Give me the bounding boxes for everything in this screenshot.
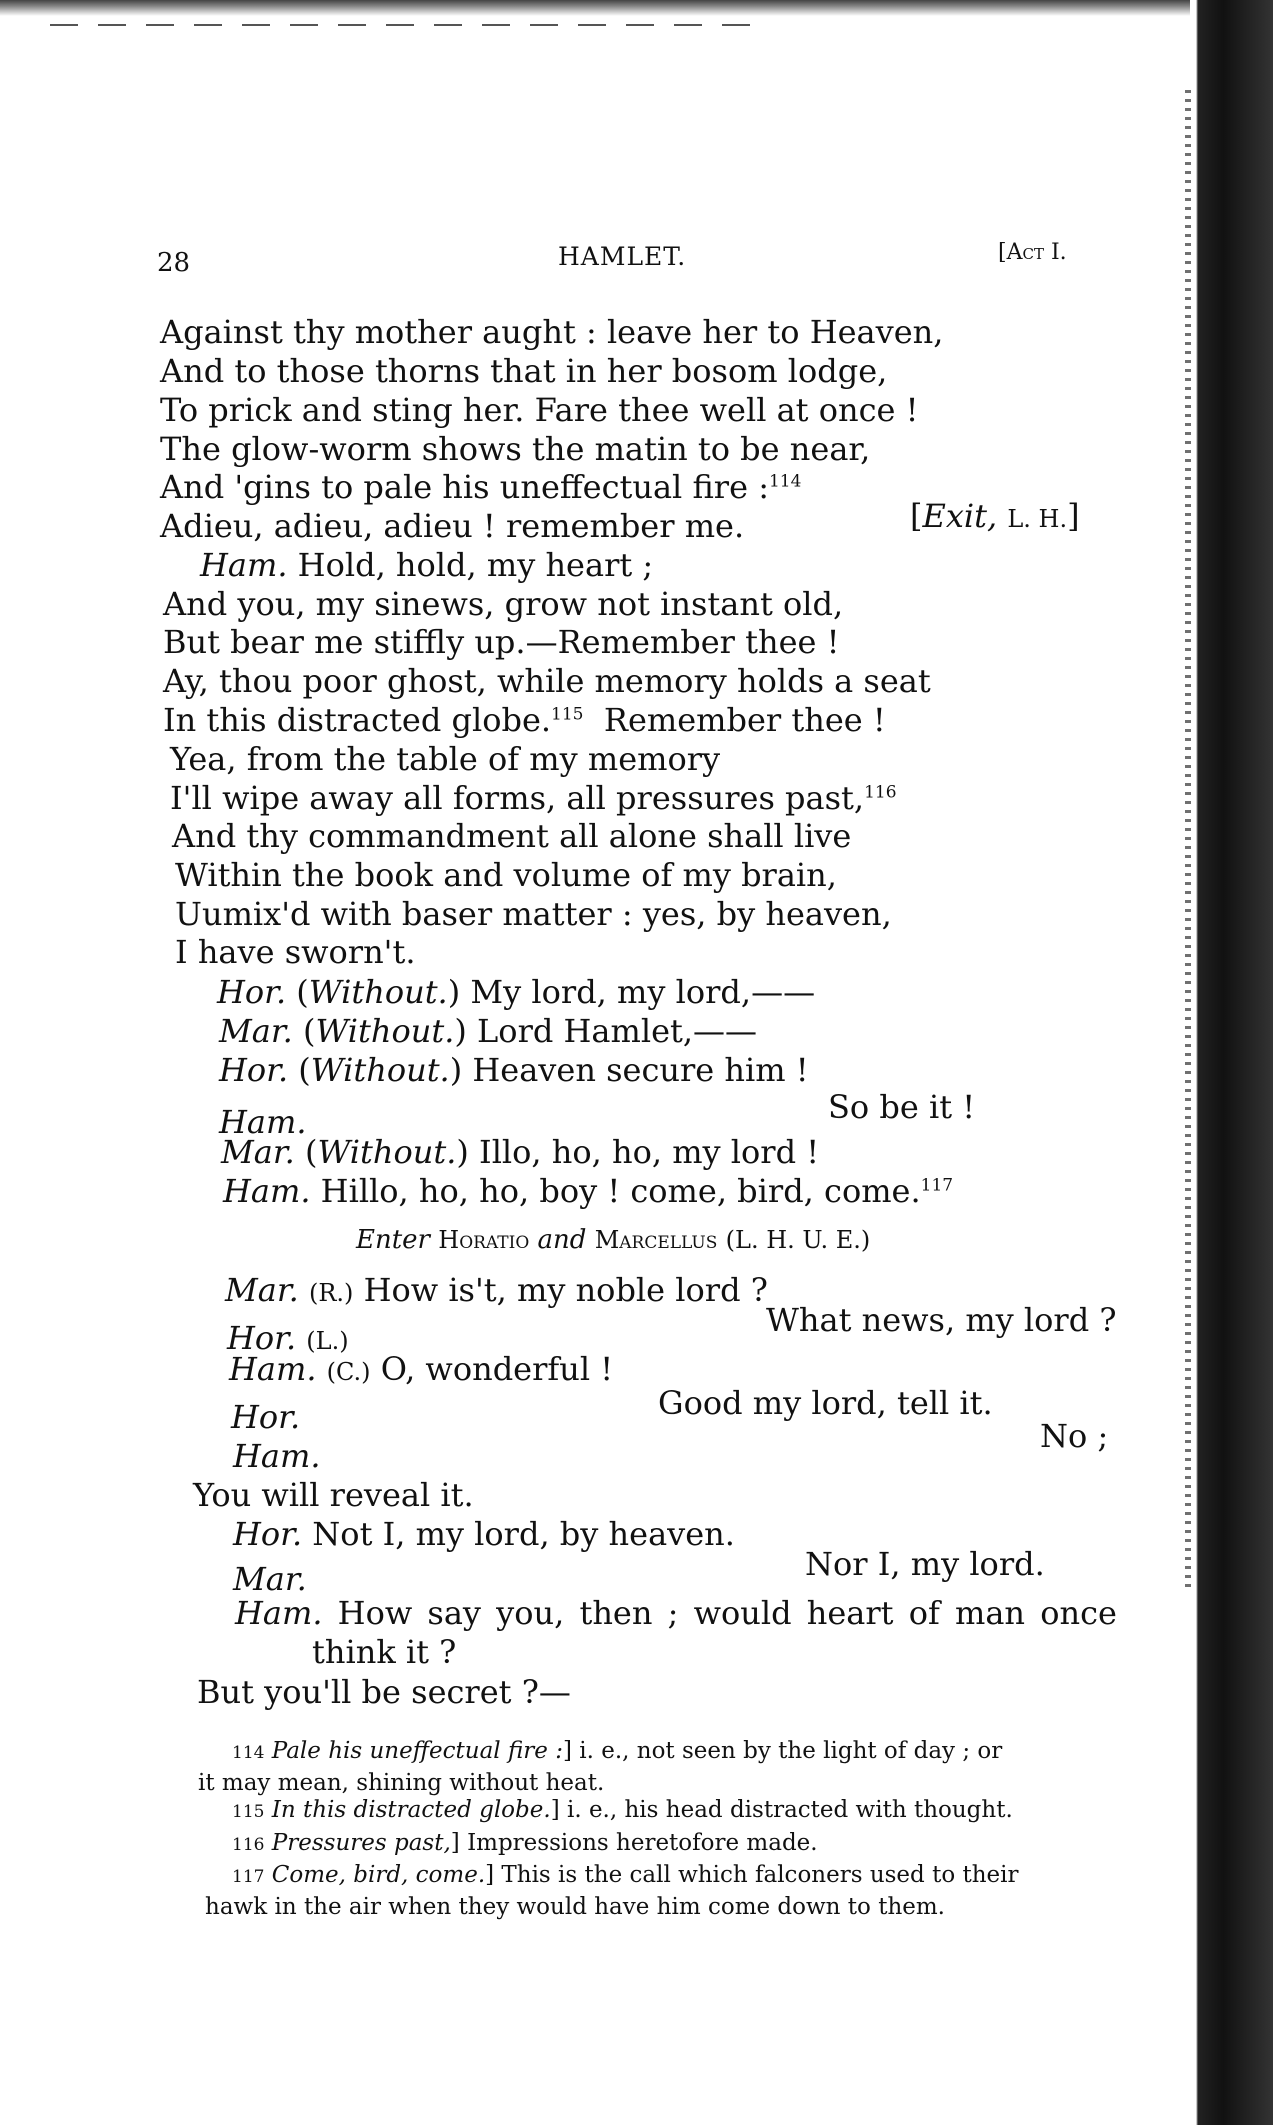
verse-line: And thy commandment all alone shall live — [172, 817, 852, 855]
stage-direction-exit: [Exit, L. H.] — [910, 497, 1080, 535]
speaker-name: Mar. — [219, 1012, 293, 1050]
page-number: 28 — [157, 248, 191, 278]
speaker-name: Ham. — [200, 546, 288, 584]
verse-line: Hor. (Without.) Heaven secure him ! — [219, 1051, 809, 1089]
footnote: 116 Pressures past,] Impressions heretofore made. — [232, 1830, 818, 1856]
verse-line: In this distracted globe.$^{115}$ Remember thee ! — [163, 701, 886, 739]
footnote-ref: 115 — [551, 704, 584, 725]
footnote-ref: 114 — [768, 471, 802, 492]
speaker-name: Hor. — [219, 1051, 289, 1089]
verse-line: Adieu, adieu, adieu ! remember me. — [160, 507, 745, 545]
verse-line: And 'gins to pale his uneffectual fire :$^{114}$ — [160, 468, 802, 506]
speaker-name: Hor. — [233, 1515, 303, 1553]
verse-line: Nor I, my lord. — [805, 1545, 1045, 1583]
verse-line: No ; — [1040, 1417, 1109, 1455]
book-spine-shadow — [1190, 0, 1273, 2125]
verse-line: Hor. (L.) — [227, 1319, 349, 1357]
verse-line: You will reveal it. — [193, 1476, 474, 1514]
verse-line — [231, 1397, 300, 1437]
speaker-name: Ham. — [223, 1172, 311, 1210]
verse-line: And to those thorns that in her bosom lodge, — [160, 352, 888, 390]
footnote-ref: 116 — [864, 782, 897, 803]
footnote: 117 Come, bird, come.] This is the call which falconers used to their — [232, 1862, 1019, 1888]
verse-line: Ham. Hillo, ho, ho, boy ! come, bird, come.$^{117}$ — [223, 1172, 954, 1210]
scan-edge-top — [0, 0, 1273, 16]
verse-line: I have sworn't. — [175, 933, 416, 971]
verse-line: Mar. (R.) How is't, my noble lord ? — [225, 1271, 768, 1309]
page-header — [0, 240, 1190, 280]
verse-line: Ham. (C.) O, wonderful ! — [229, 1350, 614, 1388]
stage-direction-enter: Enter Horatio and Marcellus (L. H. U. E.) — [356, 1225, 871, 1255]
act-mark: [Act I. — [998, 240, 1067, 265]
verse-line: Ham. How say you, then ; would heart of man once — [235, 1594, 1117, 1632]
verse-line: But you'll be secret ?— — [197, 1673, 571, 1711]
running-title: HAMLET. — [558, 242, 687, 271]
verse-line: Ham. Hold, hold, my heart ; — [200, 546, 654, 584]
verse-line: Yea, from the table of my memory — [170, 740, 721, 778]
speaker-name: Hor. — [231, 1398, 301, 1436]
verse-line — [233, 1436, 321, 1476]
verse-line: Within the book and volume of my brain, — [175, 856, 837, 894]
verse-line: Good my lord, tell it. — [658, 1384, 993, 1422]
verse-line: I'll wipe away all forms, all pressures past,$^{116}$ — [170, 779, 897, 817]
verse-line: The glow-worm shows the matin to be near, — [160, 430, 871, 468]
speaker-name: Hor. — [217, 973, 287, 1011]
verse-line: So be it ! — [828, 1088, 976, 1126]
footnote: 114 Pale his uneffectual fire :] i. e., not seen by the light of day ; or — [232, 1738, 1003, 1764]
speaker-name: Ham. — [219, 1103, 307, 1141]
footnote: 115 In this distracted globe.] i. e., his head distracted with thought. — [232, 1797, 1013, 1823]
footnote: hawk in the air when they would have him come down to them. — [205, 1894, 945, 1920]
verse-line: Against thy mother aught : leave her to Heaven, — [160, 313, 944, 351]
verse-line: What news, my lord ? — [766, 1301, 1117, 1339]
footnote: it may mean, shining without heat. — [198, 1770, 605, 1796]
verse-line: Uumix'd with baser matter : yes, by heaven, — [175, 895, 892, 933]
spine-edge-marks — [1185, 90, 1191, 1590]
footnote-ref: 117 — [920, 1175, 954, 1196]
speaker-name: Ham. — [233, 1437, 321, 1475]
verse-line: And you, my sinews, grow not instant old, — [163, 585, 844, 623]
speaker-name: Mar. — [221, 1133, 295, 1171]
verse-line: think it ? — [312, 1633, 457, 1671]
verse-line: Ay, thou poor ghost, while memory holds a seat — [163, 662, 931, 700]
verse-line: Mar. (Without.) Lord Hamlet,—— — [219, 1012, 758, 1050]
speaker-name: Ham. — [229, 1350, 317, 1388]
verse-line: But bear me stiffly up.—Remember thee ! — [163, 623, 840, 661]
scan-dash-line — [50, 24, 770, 26]
verse-line: Hor. (Without.) My lord, my lord,—— — [217, 973, 816, 1011]
verse-line: Mar. (Without.) Illo, ho, ho, my lord ! — [221, 1133, 820, 1171]
speaker-name: Mar. — [233, 1560, 307, 1598]
speaker-name: Hor. — [227, 1319, 297, 1357]
speaker-name: Ham. — [235, 1594, 323, 1632]
verse-line: Hor. Not I, my lord, by heaven. — [233, 1515, 735, 1553]
verse-line: To prick and sting her. Fare thee well at once ! — [160, 391, 919, 429]
speaker-name: Mar. — [225, 1271, 299, 1309]
